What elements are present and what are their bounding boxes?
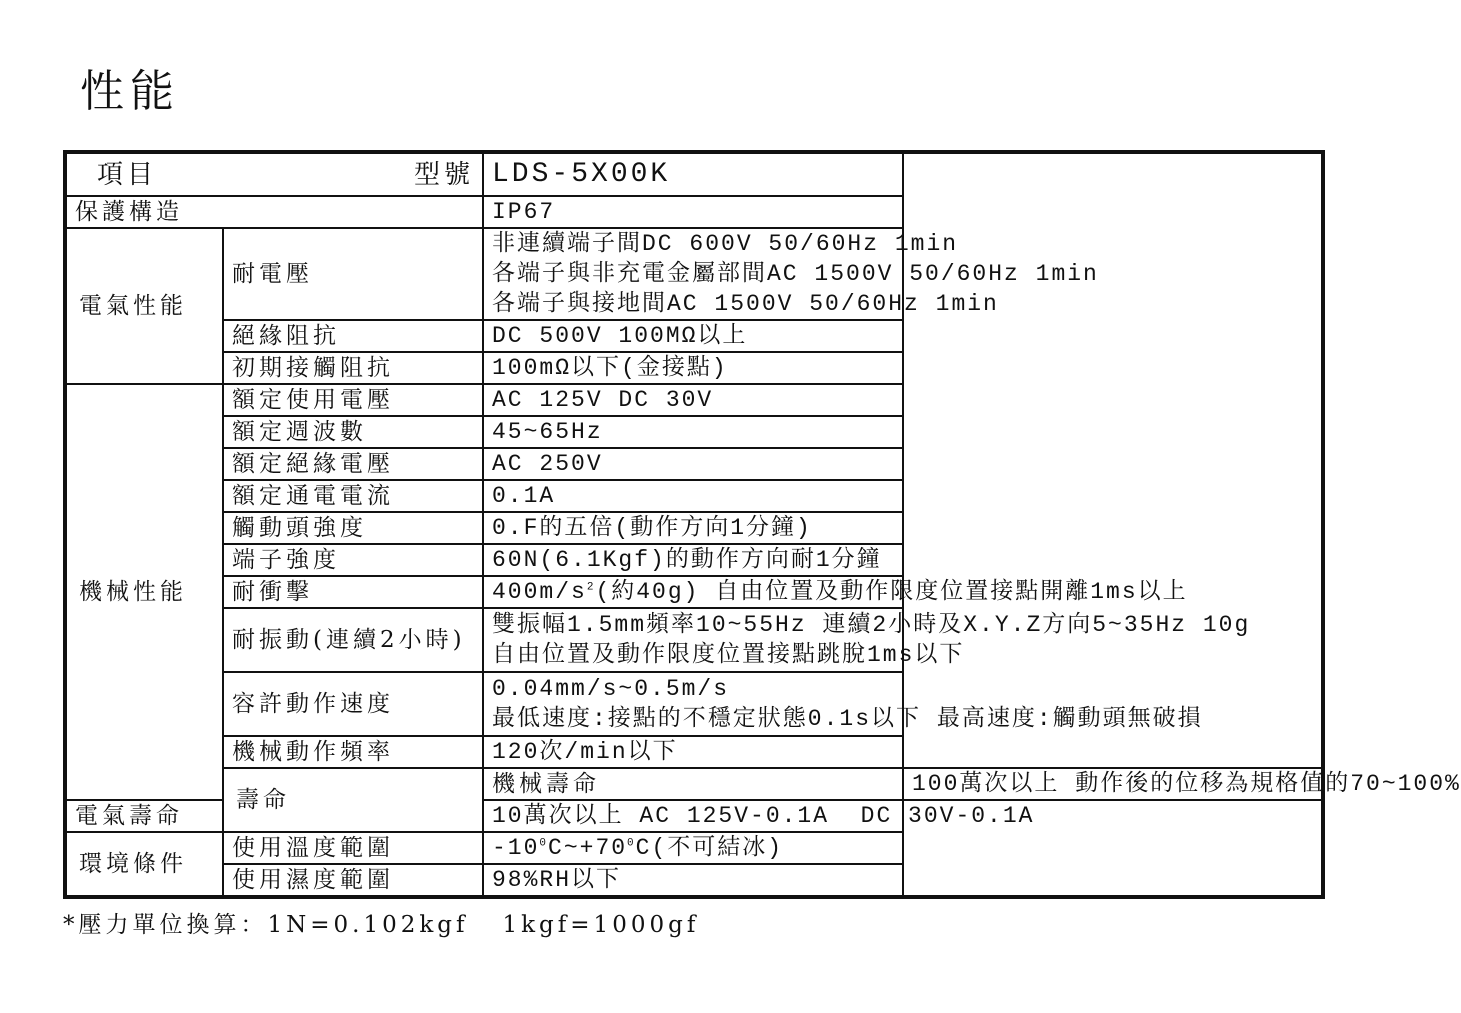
- vibration-resistance-label: 耐振動(連續2小時): [223, 608, 483, 672]
- temp-part1: -10: [492, 835, 540, 861]
- rated-insulation-voltage-label: 額定絕緣電壓: [223, 448, 483, 480]
- rated-insulation-voltage-value: AC 250V: [483, 448, 903, 480]
- insulation-resistance-value: DC 500V 100MΩ以上: [483, 320, 903, 352]
- operating-frequency-value: 120次/min以下: [483, 736, 903, 768]
- withstand-voltage-line: 各端子與接地間AC 1500V 50/60Hz 1min: [492, 291, 999, 317]
- table-row: [65, 416, 1323, 448]
- temp-part2: C~+70: [548, 835, 628, 861]
- shock-value-sup: 2: [586, 581, 596, 594]
- vibration-line: 自由位置及動作限度位置接點跳脫1ms以下: [492, 642, 965, 668]
- temp-sup2: 0: [627, 837, 636, 850]
- actuator-strength-value: 0.F的五倍(動作方向1分鐘): [483, 512, 903, 544]
- table-row: [65, 832, 1323, 864]
- electrical-group-label: 電氣性能: [65, 228, 223, 384]
- temperature-range-value: [483, 832, 903, 864]
- withstand-voltage-line: 各端子與非充電金屬部間AC 1500V 50/60Hz 1min: [492, 261, 1099, 287]
- rated-voltage-label: 額定使用電壓: [223, 384, 483, 416]
- shock-resistance-label: 耐衝擊: [223, 576, 483, 608]
- table-row: [65, 736, 1323, 768]
- header-cell: [65, 152, 483, 196]
- model-label: 型號: [413, 159, 474, 190]
- shock-value-post: (約40g) 自由位置及動作限度位置接點開離1ms以上: [595, 579, 1188, 605]
- contact-resistance-value: 100mΩ以下(金接點): [483, 352, 903, 384]
- table-row: [65, 608, 1323, 672]
- vibration-line: 雙振幅1.5mm頻率10~55Hz 連續2小時及X.Y.Z方向5~35Hz 10g: [492, 612, 1251, 638]
- table-row: [65, 228, 1323, 320]
- terminal-strength-label: 端子強度: [223, 544, 483, 576]
- temp-part3: C(不可結冰): [635, 835, 784, 861]
- withstand-voltage-value: [483, 228, 1099, 320]
- withstand-voltage-line: 非連續端子間DC 600V 50/60Hz 1min: [492, 231, 959, 257]
- table-row: [65, 576, 1323, 608]
- humidity-range-label: 使用濕度範圍: [223, 864, 483, 897]
- rated-current-value: 0.1A: [483, 480, 903, 512]
- electrical-life-label: 電氣壽命: [65, 800, 223, 832]
- life-group-label: 壽命: [223, 768, 483, 832]
- withstand-voltage-label: 耐電壓: [223, 228, 483, 320]
- temp-sup1: 0: [539, 837, 549, 850]
- shock-resistance-value: [483, 576, 1188, 608]
- environment-group-label: 環境條件: [65, 832, 223, 897]
- shock-value-pre: 400m/s: [492, 579, 587, 605]
- insulation-resistance-label: 絕緣阻抗: [223, 320, 483, 352]
- table-row: [65, 672, 1323, 736]
- allowable-speed-line: 最低速度:接點的不穩定狀態0.1s以下 最高速度:觸動頭無破損: [492, 706, 1203, 732]
- actuator-strength-label: 觸動頭強度: [223, 512, 483, 544]
- table-row: [65, 196, 1323, 228]
- table-row: [65, 480, 1323, 512]
- mechanical-life-label: 機械壽命: [483, 768, 903, 800]
- protection-value: IP67: [483, 196, 903, 228]
- spec-table: [63, 150, 1461, 899]
- contact-resistance-label: 初期接觸阻抗: [223, 352, 483, 384]
- footnote: *壓力單位換算：1N=0.102kgf 1kgf=1000gf: [63, 912, 700, 938]
- rated-voltage-value: AC 125V DC 30V: [483, 384, 903, 416]
- table-row: [65, 320, 1323, 352]
- model-value: LDS-5X00K: [483, 152, 903, 196]
- table-row: [65, 768, 1323, 800]
- rated-frequency-label: 額定週波數: [223, 416, 483, 448]
- vibration-resistance-value: [483, 608, 1251, 672]
- table-row: [65, 512, 1323, 544]
- protection-label: 保護構造: [65, 196, 483, 228]
- temperature-range-label: 使用溫度範圍: [223, 832, 483, 864]
- item-label: 項目: [97, 159, 158, 190]
- terminal-strength-value: 60N(6.1Kgf)的動作方向耐1分鐘: [483, 544, 903, 576]
- table-row: [65, 352, 1323, 384]
- allowable-speed-label: 容許動作速度: [223, 672, 483, 736]
- mechanical-group-label: 機械性能: [65, 384, 223, 800]
- electrical-life-value: 10萬次以上 AC 125V-0.1A DC 30V-0.1A: [483, 800, 903, 832]
- page-title: 性能: [80, 66, 180, 117]
- table-header-row: [65, 152, 1323, 196]
- table-row: [65, 544, 1323, 576]
- mechanical-life-value: 100萬次以上 動作後的位移為規格值的70~100%: [903, 768, 1323, 800]
- allowable-speed-line: 0.04mm/s~0.5m/s: [492, 676, 730, 702]
- table-row: [65, 384, 1323, 416]
- operating-frequency-label: 機械動作頻率: [223, 736, 483, 768]
- rated-current-label: 額定通電電流: [223, 480, 483, 512]
- allowable-speed-value: [483, 672, 1203, 736]
- humidity-range-value: 98%RH以下: [483, 864, 903, 897]
- table-row: [65, 864, 1323, 897]
- rated-frequency-value: 45~65Hz: [483, 416, 903, 448]
- table-row: [65, 448, 1323, 480]
